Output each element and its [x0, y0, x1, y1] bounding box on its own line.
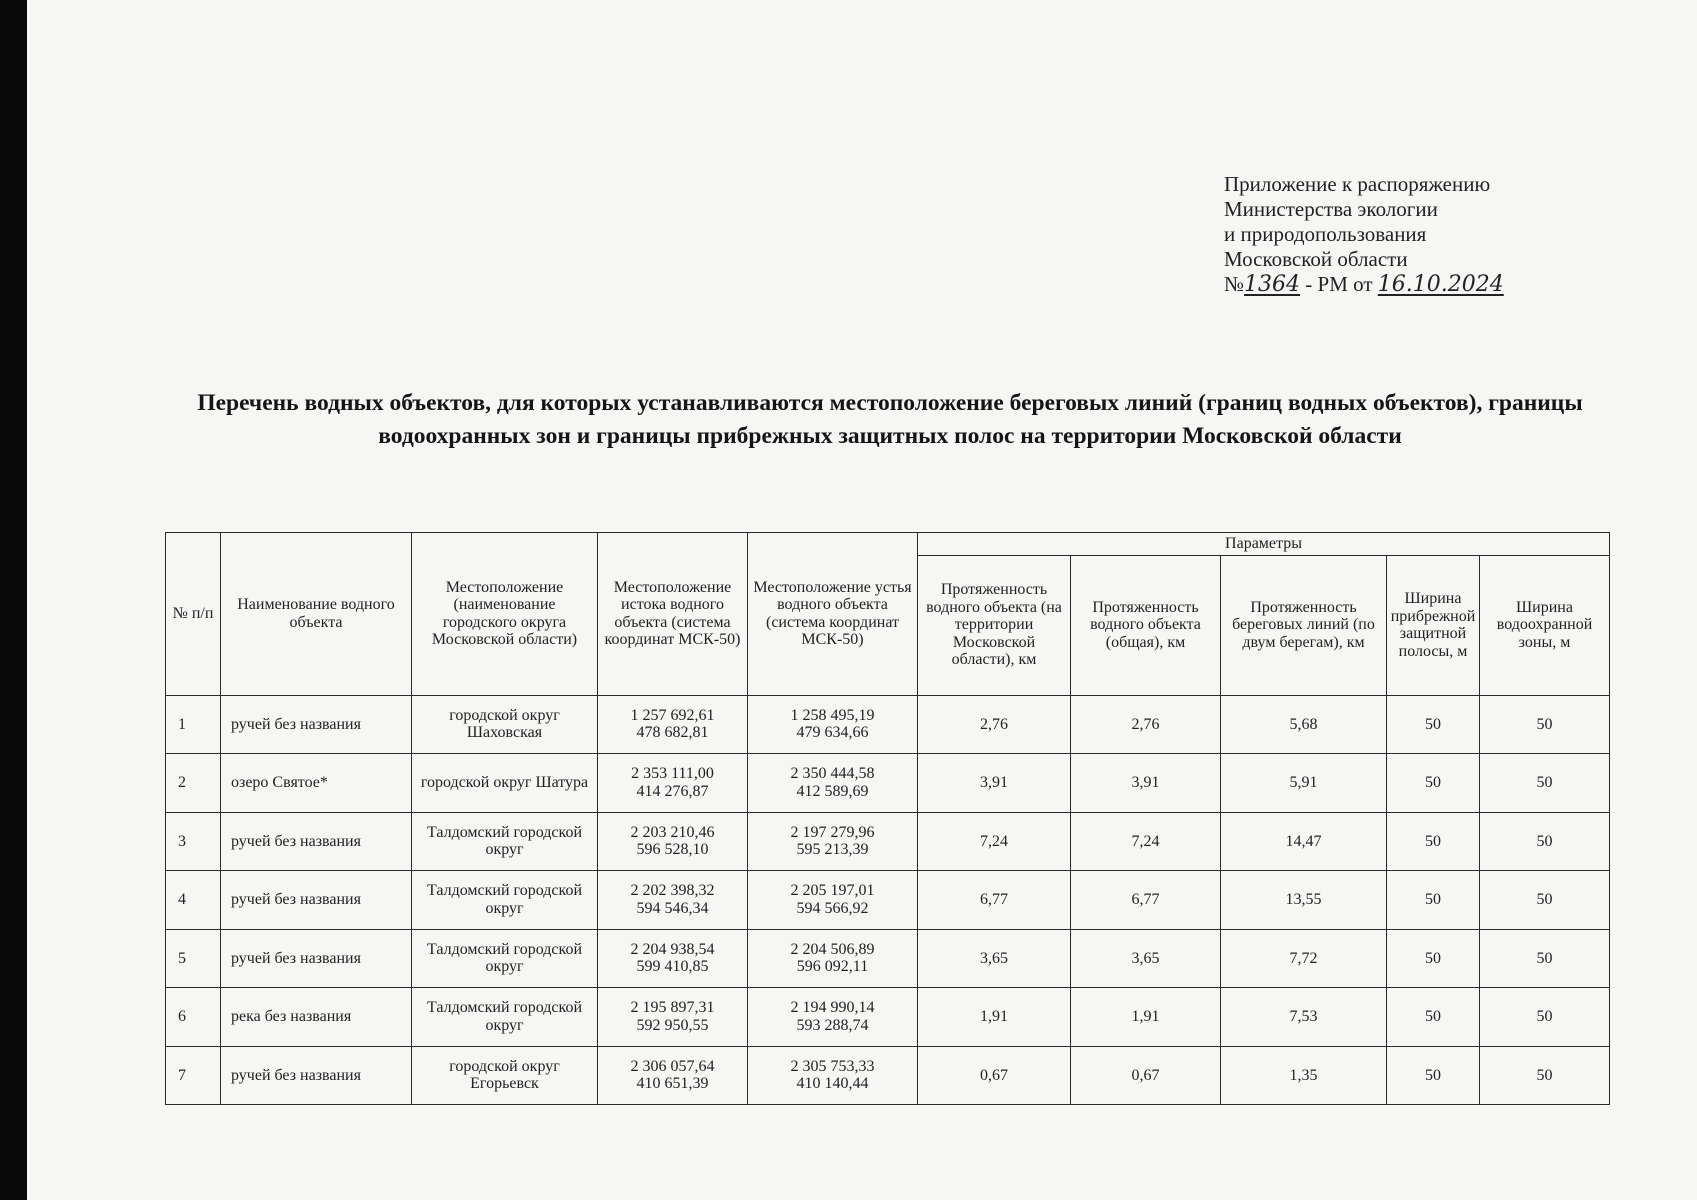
row-number-cell: 5 — [166, 929, 221, 988]
source-coordinates-cell — [598, 754, 748, 813]
scan-dark-edge — [0, 0, 27, 1200]
number-prefix: № — [1224, 272, 1245, 296]
mouth-coordinates-x: 2 197 279,96 — [790, 823, 875, 841]
mouth-coordinates-x: 2 204 506,89 — [790, 940, 875, 958]
mouth-coordinates-cell — [748, 754, 918, 813]
source-coordinates-y: 592 950,55 — [636, 1016, 709, 1034]
shore-length-cell: 7,53 — [1221, 988, 1387, 1047]
shore-length-cell: 14,47 — [1221, 812, 1387, 871]
table-row — [166, 695, 1610, 754]
shore-length-cell: 5,68 — [1221, 695, 1387, 754]
source-coordinates-y: 594 546,34 — [636, 899, 709, 917]
mouth-coordinates-y: 412 589,69 — [796, 782, 869, 800]
source-coordinates-x: 2 203 210,46 — [630, 823, 715, 841]
source-coordinates-cell — [598, 929, 748, 988]
source-coordinates-y: 478 682,81 — [636, 724, 709, 742]
row-number-cell: 7 — [166, 1046, 221, 1105]
source-coordinates-cell — [598, 871, 748, 930]
object-location-cell: городской округ Шатура — [412, 754, 598, 813]
header-name: Наименование водного объекта — [221, 533, 412, 696]
source-coordinates-x: 2 202 398,32 — [630, 882, 715, 900]
water-zone-width-cell: 50 — [1480, 929, 1610, 988]
shore-length-cell: 1,35 — [1221, 1046, 1387, 1105]
mouth-coordinates-cell — [748, 988, 918, 1047]
source-coordinates-cell — [598, 695, 748, 754]
header-mouth: Местоположение устья водного объекта (система координат МСК-50) — [748, 533, 918, 696]
mouth-coordinates-y: 595 213,39 — [796, 841, 869, 859]
water-zone-width-cell: 50 — [1480, 1046, 1610, 1105]
length-total-cell: 3,91 — [1071, 754, 1221, 813]
source-coordinates-cell — [598, 988, 748, 1047]
appendix-line: и природопользования — [1224, 222, 1427, 246]
object-name-cell: ручей без названия — [221, 695, 412, 754]
table-body — [166, 695, 1610, 1105]
number-suffix: - РМ от — [1305, 272, 1373, 296]
header-length-region: Протяженность водного объекта (на территории Московской области), км — [918, 555, 1071, 695]
shore-length-cell: 7,72 — [1221, 929, 1387, 988]
source-coordinates-y: 596 528,10 — [636, 841, 709, 859]
water-zone-width-cell: 50 — [1480, 812, 1610, 871]
source-coordinates-y: 414 276,87 — [636, 782, 709, 800]
row-number-cell: 6 — [166, 988, 221, 1047]
mouth-coordinates-cell — [748, 1046, 918, 1105]
coastal-width-cell: 50 — [1387, 754, 1480, 813]
object-location-cell: Талдомский городской округ — [412, 871, 598, 930]
header-length-total: Протяженность водного объекта (общая), км — [1071, 555, 1221, 695]
length-region-cell: 3,91 — [918, 754, 1071, 813]
length-total-cell: 2,76 — [1071, 695, 1221, 754]
object-location-cell: Талдомский городской округ — [412, 988, 598, 1047]
object-location-cell: городской округ Шаховская — [412, 695, 598, 754]
length-region-cell: 3,65 — [918, 929, 1071, 988]
source-coordinates-x: 2 204 938,54 — [630, 940, 715, 958]
source-coordinates-x: 2 353 111,00 — [631, 765, 714, 783]
object-name-cell: река без названия — [221, 988, 412, 1047]
appendix-line: Московской области — [1224, 247, 1408, 271]
water-zone-width-cell: 50 — [1480, 871, 1610, 930]
header-coastal-width: Ширина прибрежной защитной полосы, м — [1387, 555, 1480, 695]
object-name-cell: ручей без названия — [221, 1046, 412, 1105]
header-water-zone-width: Ширина водоохранной зоны, м — [1480, 555, 1610, 695]
length-region-cell: 0,67 — [918, 1046, 1071, 1105]
mouth-coordinates-cell — [748, 695, 918, 754]
mouth-coordinates-x: 2 205 197,01 — [790, 882, 875, 900]
header-num: № п/п — [166, 533, 221, 696]
appendix-block — [1224, 172, 1504, 297]
length-region-cell: 2,76 — [918, 695, 1071, 754]
table-row — [166, 871, 1610, 930]
order-number: 1364 — [1244, 272, 1301, 297]
length-region-cell: 6,77 — [918, 871, 1071, 930]
length-total-cell: 0,67 — [1071, 1046, 1221, 1105]
header-source: Местоположение истока водного объекта (система координат МСК-50) — [598, 533, 748, 696]
row-number-cell: 4 — [166, 871, 221, 930]
source-coordinates-y: 410 651,39 — [636, 1075, 709, 1093]
coastal-width-cell: 50 — [1387, 812, 1480, 871]
water-objects-table — [165, 532, 1610, 1105]
length-total-cell: 3,65 — [1071, 929, 1221, 988]
water-zone-width-cell: 50 — [1480, 695, 1610, 754]
source-coordinates-y: 599 410,85 — [636, 958, 709, 976]
coastal-width-cell: 50 — [1387, 929, 1480, 988]
coastal-width-cell: 50 — [1387, 988, 1480, 1047]
object-name-cell: ручей без названия — [221, 812, 412, 871]
length-total-cell: 6,77 — [1071, 871, 1221, 930]
length-total-cell: 7,24 — [1071, 812, 1221, 871]
shore-length-cell: 5,91 — [1221, 754, 1387, 813]
table-row — [166, 929, 1610, 988]
mouth-coordinates-y: 479 634,66 — [796, 724, 869, 742]
header-params: Параметры — [918, 533, 1610, 556]
table-row — [166, 812, 1610, 871]
appendix-line: Министерства экологии — [1224, 197, 1438, 221]
mouth-coordinates-x: 2 350 444,58 — [790, 765, 875, 783]
row-number-cell: 1 — [166, 695, 221, 754]
mouth-coordinates-cell — [748, 929, 918, 988]
object-location-cell: городской округ Егорьевск — [412, 1046, 598, 1105]
coastal-width-cell: 50 — [1387, 1046, 1480, 1105]
row-number-cell: 3 — [166, 812, 221, 871]
mouth-coordinates-cell — [748, 812, 918, 871]
table-row — [166, 1046, 1610, 1105]
shore-length-cell: 13,55 — [1221, 871, 1387, 930]
source-coordinates-x: 2 306 057,64 — [630, 1057, 715, 1075]
coastal-width-cell: 50 — [1387, 695, 1480, 754]
object-name-cell: ручей без названия — [221, 871, 412, 930]
document-title: Перечень водных объектов, для которых устанавливаются местоположение береговых линий (границ водных объектов), границы водоохранных зон и границы прибрежных защитных полос на территории Московской области — [197, 390, 1583, 449]
source-coordinates-cell — [598, 812, 748, 871]
water-zone-width-cell: 50 — [1480, 988, 1610, 1047]
object-name-cell: озеро Святое* — [221, 754, 412, 813]
table-row — [166, 988, 1610, 1047]
appendix-number-line — [1224, 272, 1504, 297]
header-location: Местоположение (наименование городского округа Московской области) — [412, 533, 598, 696]
object-name-cell: ручей без названия — [221, 929, 412, 988]
length-region-cell: 7,24 — [918, 812, 1071, 871]
mouth-coordinates-cell — [748, 871, 918, 930]
order-date: 16.10.2024 — [1377, 272, 1504, 297]
header-shore-length: Протяженность береговых линий (по двум берегам), км — [1221, 555, 1387, 695]
appendix-line: Приложение к распоряжению — [1224, 172, 1491, 196]
mouth-coordinates-x: 1 258 495,19 — [790, 706, 875, 724]
water-zone-width-cell: 50 — [1480, 754, 1610, 813]
mouth-coordinates-y: 596 092,11 — [796, 958, 869, 976]
mouth-coordinates-y: 410 140,44 — [796, 1075, 869, 1093]
mouth-coordinates-y: 593 288,74 — [796, 1016, 869, 1034]
length-region-cell: 1,91 — [918, 988, 1071, 1047]
object-location-cell: Талдомский городской округ — [412, 929, 598, 988]
source-coordinates-cell — [598, 1046, 748, 1105]
table-row — [166, 754, 1610, 813]
mouth-coordinates-x: 2 194 990,14 — [790, 999, 875, 1017]
mouth-coordinates-x: 2 305 753,33 — [790, 1057, 875, 1075]
source-coordinates-x: 1 257 692,61 — [630, 706, 715, 724]
length-total-cell: 1,91 — [1071, 988, 1221, 1047]
coastal-width-cell: 50 — [1387, 871, 1480, 930]
mouth-coordinates-y: 594 566,92 — [796, 899, 869, 917]
object-location-cell: Талдомский городской округ — [412, 812, 598, 871]
source-coordinates-x: 2 195 897,31 — [630, 999, 715, 1017]
row-number-cell: 2 — [166, 754, 221, 813]
